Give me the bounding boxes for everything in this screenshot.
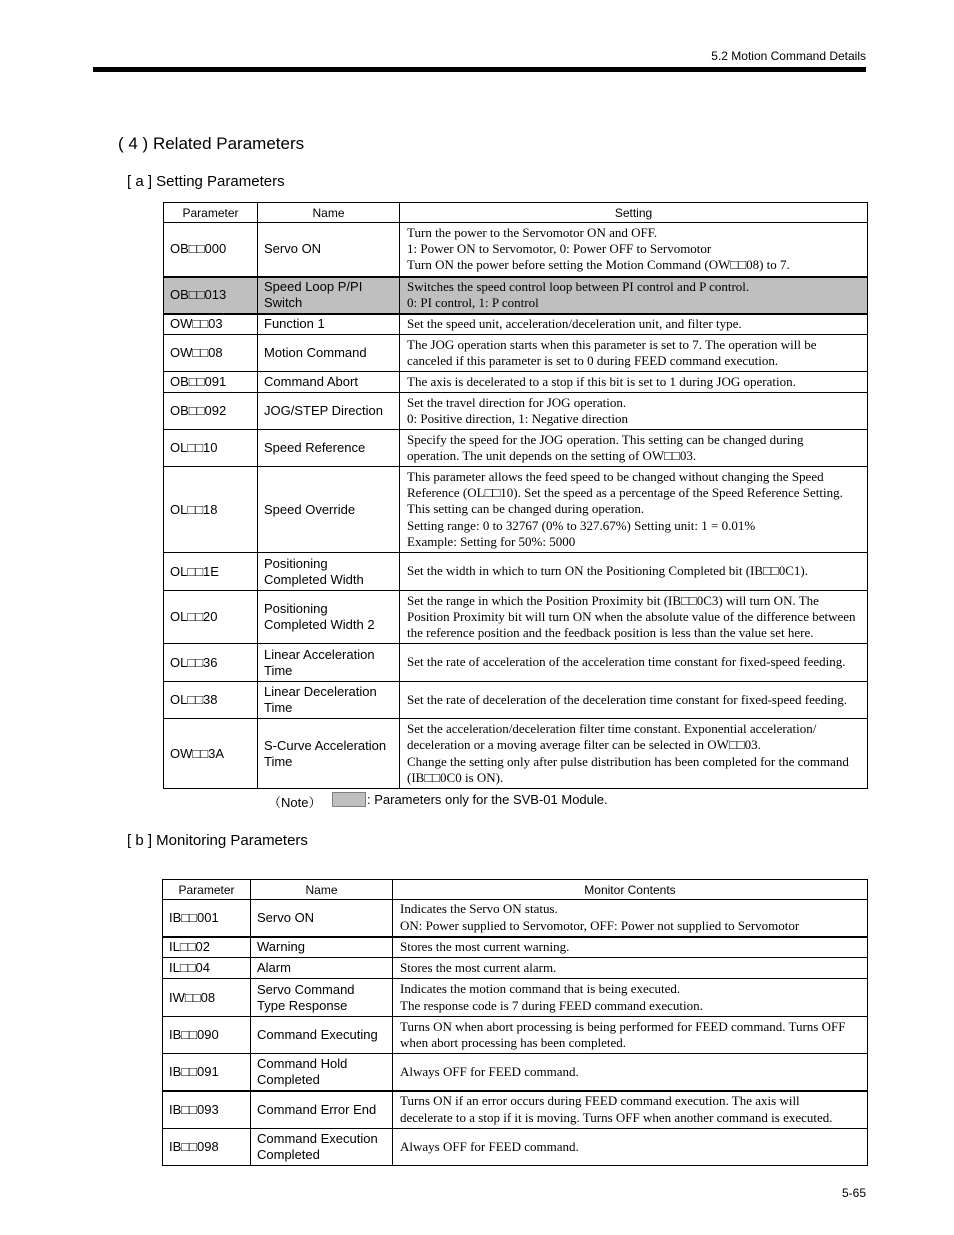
parameter-cell: IB□□093: [163, 1091, 251, 1129]
note-label: （Note）: [268, 795, 322, 810]
name-cell: Alarm: [251, 958, 393, 979]
setting-parameters-heading: [ a ] Setting Parameters: [127, 173, 285, 190]
table-header-row: [164, 203, 868, 223]
note-text: : Parameters only for the SVB-01 Module.: [367, 792, 608, 807]
parameter-cell: IB□□091: [163, 1054, 251, 1091]
parameter-cell: OL□□18: [164, 467, 258, 553]
header-rule: [93, 67, 866, 72]
description-cell: [400, 372, 868, 393]
description-cell: [400, 553, 868, 591]
name-cell: S-Curve Acceleration Time: [258, 719, 400, 789]
description-line: Set the width in which to turn ON the Positioning Completed bit (IB□□0C1).: [407, 563, 808, 579]
description-cell: [400, 223, 868, 277]
parameter-cell: OB□□091: [164, 372, 258, 393]
name-cell: Command Executing: [251, 1017, 393, 1054]
description-line: This parameter allows the feed speed to be changed without changing the Speed: [407, 468, 824, 484]
parameter-cell: IL□□02: [163, 937, 251, 958]
description-line: The response code is 7 during FEED command execution.: [400, 997, 703, 1013]
parameter-cell: OL□□10: [164, 430, 258, 467]
table-row: [164, 467, 868, 553]
description-line: 1: Power ON to Servomotor, 0: Power OFF to Servomotor: [407, 241, 712, 257]
description-cell: [393, 937, 868, 958]
table-row: [163, 900, 868, 937]
column-header-setting: Setting: [400, 203, 868, 223]
description-cell: [400, 430, 868, 467]
table-row: [164, 314, 868, 335]
description-cell: [393, 979, 868, 1017]
description-cell: [400, 467, 868, 553]
parameter-cell: OL□□36: [164, 644, 258, 682]
parameter-cell: OB□□000: [164, 223, 258, 277]
description-line: Reference (OL□□10). Set the speed as a percentage of the Speed Reference Setting.: [407, 485, 843, 501]
description-line: 0: PI control, 1: P control: [407, 295, 539, 310]
description-line: Specify the speed for the JOG operation. This setting can be changed during: [407, 431, 804, 447]
table-row: [164, 591, 868, 644]
description-line: ON: Power supplied to Servomotor, OFF: Power not supplied to Servomotor: [400, 917, 800, 933]
name-cell: Command Hold Completed: [251, 1054, 393, 1091]
description-line: Set the range in which the Position Proximity bit (IB□□0C3) will turn ON. The: [407, 592, 819, 608]
description-line: operation. The unit depends on the setting of OW□□03.: [407, 448, 697, 463]
description-line: Turn ON the power before setting the Motion Command (OW□□08) to 7.: [407, 257, 790, 273]
description-line: Turns ON if an error occurs during FEED command execution. The axis will: [400, 1093, 800, 1109]
table-row: [163, 1129, 868, 1166]
description-line: Set the speed unit, acceleration/deceleration unit, and filter type.: [407, 316, 742, 332]
table-row: [164, 335, 868, 372]
description-line: This setting can be changed during operation.: [407, 501, 645, 517]
description-line: Setting range: 0 to 32767 (0% to 327.67%) Setting unit: 1 = 0.01%: [407, 517, 756, 533]
name-cell: JOG/STEP Direction: [258, 393, 400, 430]
parameter-cell: OB□□013: [164, 277, 258, 314]
table-row: [163, 1054, 868, 1091]
description-line: Always OFF for FEED command.: [400, 1138, 579, 1154]
name-cell: Servo Command Type Response: [251, 979, 393, 1017]
note-gray-swatch: [332, 792, 366, 807]
name-cell: Speed Override: [258, 467, 400, 553]
table-row: [164, 644, 868, 682]
parameter-cell: OW□□08: [164, 335, 258, 372]
description-line: Set the rate of deceleration of the deceleration time constant for fixed-speed feeding.: [407, 691, 848, 707]
description-line: Switches the speed control loop between PI control and P control.: [407, 278, 750, 294]
page-number: 5-65: [841, 1186, 866, 1200]
description-line: 0: Positive direction, 1: Negative direction: [407, 411, 628, 426]
description-cell: [393, 900, 868, 937]
description-cell: [400, 719, 868, 789]
section-heading: ( 4 ) Related Parameters: [118, 134, 305, 153]
description-line: Turns ON when abort processing is being performed for FEED command. Turns OFF: [400, 1018, 846, 1034]
parameter-cell: OW□□03: [164, 314, 258, 335]
description-cell: [400, 335, 868, 372]
monitoring-parameters-table: [162, 879, 868, 1166]
name-cell: Command Execution Completed: [251, 1129, 393, 1166]
parameter-cell: OL□□1E: [164, 553, 258, 591]
description-line: deceleration or a moving average filter can be selected in OW□□03.: [407, 737, 761, 753]
parameter-cell: IB□□090: [163, 1017, 251, 1054]
description-line: Always OFF for FEED command.: [400, 1063, 579, 1079]
description-cell: [400, 393, 868, 430]
name-cell: Function 1: [258, 314, 400, 335]
monitoring-parameters-heading: [ b ] Monitoring Parameters: [127, 832, 308, 849]
description-cell: [400, 591, 868, 644]
parameter-cell: IB□□001: [163, 900, 251, 937]
name-cell: Speed Loop P/PI Switch: [258, 277, 400, 314]
description-line: Indicates the Servo ON status.: [400, 901, 558, 917]
description-cell: [393, 1091, 868, 1129]
column-header-name: Name: [251, 880, 393, 900]
table-row: [163, 1017, 868, 1054]
parameter-cell: IL□□04: [163, 958, 251, 979]
parameter-cell: OB□□092: [164, 393, 258, 430]
table-row: [164, 223, 868, 277]
description-line: (IB□□0C0 is ON).: [407, 769, 504, 785]
description-line: The axis is decelerated to a stop if this bit is set to 1 during JOG operation.: [407, 373, 796, 389]
table-row: [164, 393, 868, 430]
column-header-parameter: Parameter: [164, 203, 258, 223]
column-header-name: Name: [258, 203, 400, 223]
parameter-cell: OW□□3A: [164, 719, 258, 789]
description-line: canceled if this parameter is set to 0 during FEED command execution.: [407, 353, 779, 368]
description-cell: [400, 277, 868, 314]
description-line: Set the rate of acceleration of the acceleration time constant for fixed-speed feeding.: [407, 654, 846, 670]
description-line: Turn the power to the Servomotor ON and OFF.: [407, 224, 658, 240]
parameter-cell: OL□□20: [164, 591, 258, 644]
description-line: Change the setting only after pulse distribution has been completed for the command: [407, 753, 849, 769]
name-cell: Linear Deceleration Time: [258, 682, 400, 719]
table-row: [163, 979, 868, 1017]
description-cell: [393, 958, 868, 979]
description-line: Indicates the motion command that is being executed.: [400, 981, 681, 997]
description-line: Stores the most current warning.: [400, 939, 570, 955]
name-cell: Command Error End: [251, 1091, 393, 1129]
description-line: Position Proximity bit will turn ON when the absolute value of the difference between: [407, 608, 856, 624]
table-row: [164, 553, 868, 591]
parameter-cell: IW□□08: [163, 979, 251, 1017]
description-line: Stores the most current alarm.: [400, 959, 557, 975]
description-cell: [400, 644, 868, 682]
table-row: [164, 372, 868, 393]
name-cell: Command Abort: [258, 372, 400, 393]
name-cell: Positioning Completed Width: [258, 553, 400, 591]
table-header-row: [163, 880, 868, 900]
name-cell: Warning: [251, 937, 393, 958]
description-line: decelerate to a stop if it is moving. Turns OFF when another command is executed.: [400, 1109, 833, 1125]
name-cell: Speed Reference: [258, 430, 400, 467]
name-cell: Servo ON: [251, 900, 393, 937]
table-row: [164, 277, 868, 314]
description-line: Set the acceleration/deceleration filter time constant. Exponential acceleration/: [407, 720, 817, 736]
name-cell: Positioning Completed Width 2: [258, 591, 400, 644]
description-line: when abort processing has been completed.: [400, 1035, 626, 1050]
running-header: 5.2 Motion Command Details: [711, 49, 866, 63]
table-row: [164, 682, 868, 719]
name-cell: Motion Command: [258, 335, 400, 372]
name-cell: Linear Acceleration Time: [258, 644, 400, 682]
setting-parameters-table: [163, 202, 868, 789]
description-cell: [393, 1054, 868, 1091]
table-row: [163, 937, 868, 958]
table-row: [163, 1091, 868, 1129]
parameter-cell: OL□□38: [164, 682, 258, 719]
parameter-cell: IB□□098: [163, 1129, 251, 1166]
table-row: [163, 958, 868, 979]
description-line: the reference position and the feedback position is less than the value set here.: [407, 625, 814, 641]
description-line: Set the travel direction for JOG operation.: [407, 394, 627, 410]
description-line: The JOG operation starts when this parameter is set to 7. The operation will be: [407, 336, 817, 352]
column-header-parameter: Parameter: [163, 880, 251, 900]
description-cell: [400, 682, 868, 719]
table-row: [164, 719, 868, 789]
description-cell: [400, 314, 868, 335]
description-cell: [393, 1129, 868, 1166]
table-row: [164, 430, 868, 467]
description-cell: [393, 1017, 868, 1054]
description-line: Example: Setting for 50%: 5000: [407, 533, 576, 549]
column-header-monitor-contents: Monitor Contents: [393, 880, 868, 900]
name-cell: Servo ON: [258, 223, 400, 277]
